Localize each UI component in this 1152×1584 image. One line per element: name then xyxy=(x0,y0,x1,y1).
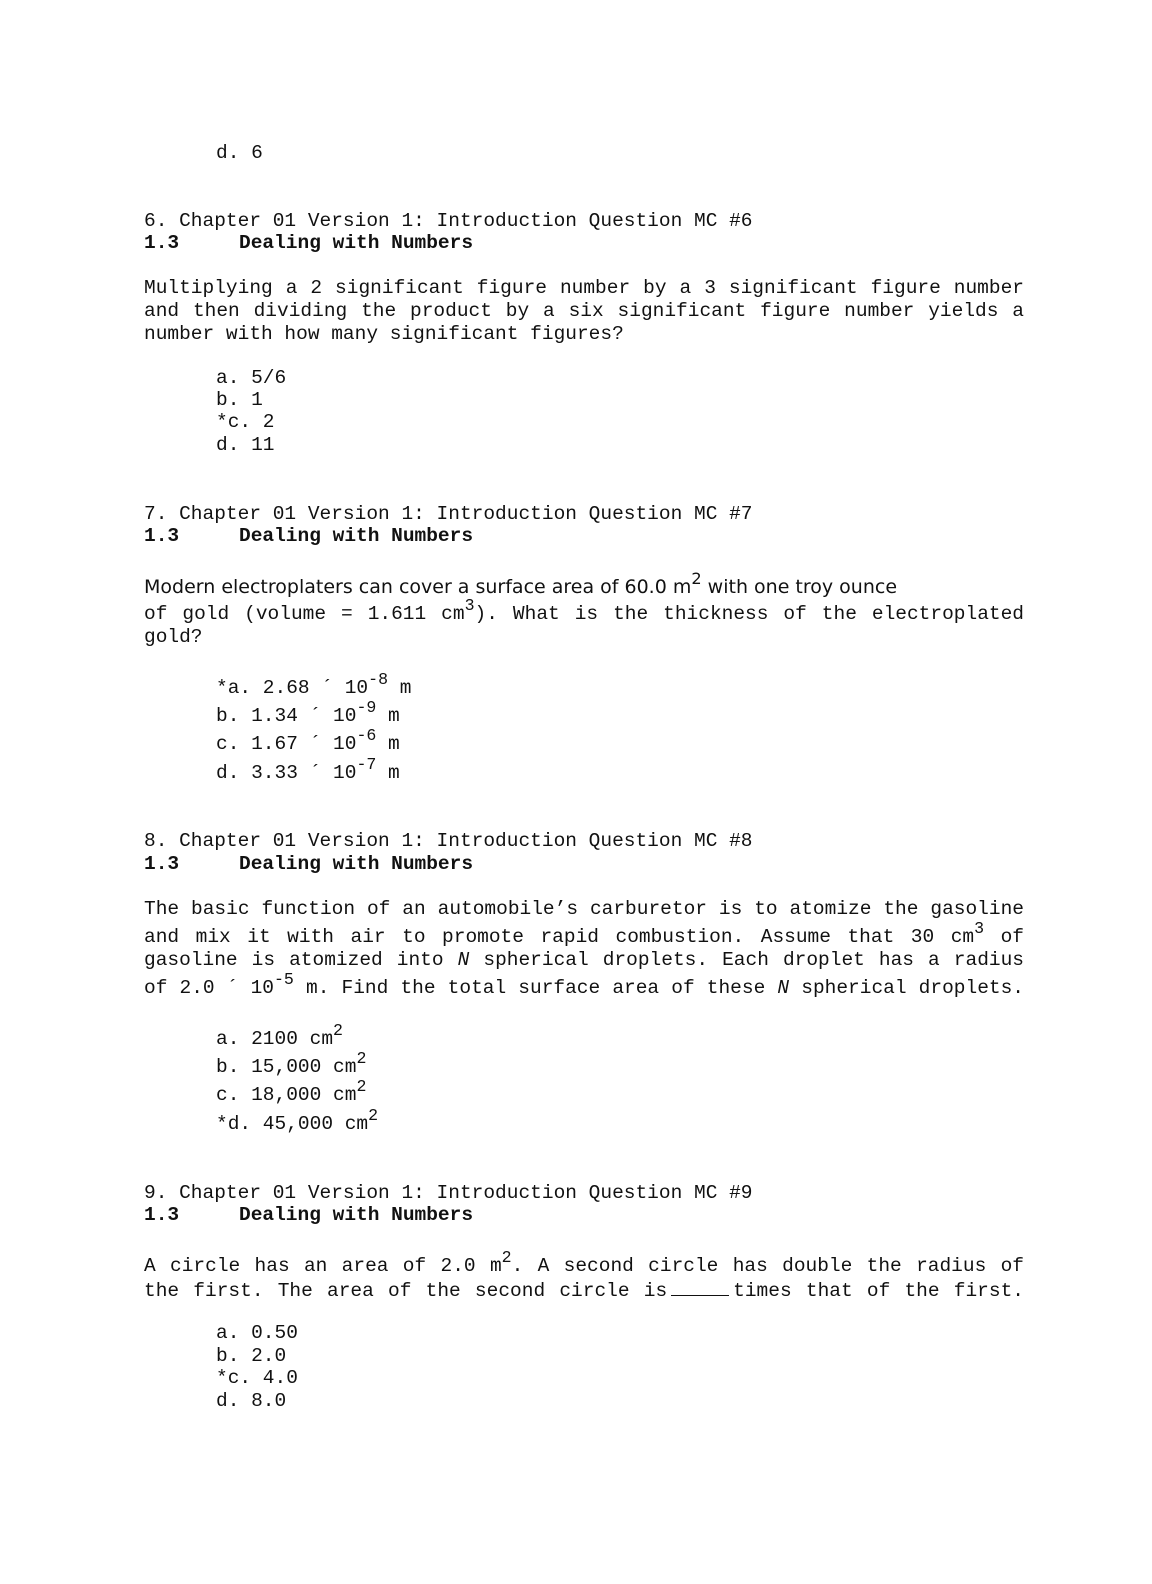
section-title: Dealing with Numbers xyxy=(239,232,474,254)
answer-option: d. 3.33 ´ $10^{-7}$ m xyxy=(216,754,400,784)
section-heading xyxy=(144,525,1024,547)
question-text-line: and then dividing the product by a six significant figure number yields a xyxy=(144,300,1024,322)
answer-option: c. 1.67 ´ $10^{-6}$ m xyxy=(216,725,400,755)
answer-option-correct: *a. 2.68 ´ $10^{-8}$ m xyxy=(216,669,412,699)
question-text-line: A circle has an area of 2.0 $m^2$. A second circle has double the radius of xyxy=(144,1247,1024,1277)
answer-option: b. 1 xyxy=(216,389,263,411)
question-text-line: gold? xyxy=(144,626,203,648)
question-text-line: the first. The area of the second circle is times that of the first. xyxy=(144,1277,1024,1302)
answer-blank xyxy=(671,1277,729,1296)
answer-option: a. 5/6 xyxy=(216,367,287,389)
question-text-line: and mix it with air to promote rapid combustion. Assume that 30 $cm^3$ of xyxy=(144,918,1024,948)
question-text-line: gasoline is atomized into N spherical droplets. Each droplet has a radius xyxy=(144,949,1025,971)
section-heading xyxy=(144,853,1024,875)
question-header: 7. Chapter 01 Version 1: Introduction Question MC #7 xyxy=(144,503,753,525)
answer-option: a. 0.50 xyxy=(216,1322,298,1344)
question-text-line: Modern electroplaters can cover a surface area of 60.0 $m^2$ with one troy ounce xyxy=(144,569,898,598)
question-header: 6. Chapter 01 Version 1: Introduction Question MC #6 xyxy=(144,210,753,232)
question-text-line: Multiplying a 2 significant figure number by a 3 significant figure number xyxy=(144,277,1024,299)
answer-option-correct: *c. 4.0 xyxy=(216,1367,298,1389)
section-number: 1.3 xyxy=(144,525,180,547)
question-text-line: of gold (volume = 1.611 $cm^3$). What is the thickness of the electroplated xyxy=(144,595,1025,625)
section-title: Dealing with Numbers xyxy=(239,525,474,547)
answer-option: b. 1.34 ´ $10^{-9}$ m xyxy=(216,697,400,727)
section-number: 1.3 xyxy=(144,232,180,254)
section-title: Dealing with Numbers xyxy=(239,853,474,875)
answer-option: a. 2100 $cm^2$ xyxy=(216,1020,343,1050)
question-header: 9. Chapter 01 Version 1: Introduction Question MC #9 xyxy=(144,1182,753,1204)
section-number: 1.3 xyxy=(144,853,180,875)
answer-option: d. 8.0 xyxy=(216,1390,287,1412)
section-heading xyxy=(144,1204,1024,1226)
answer-option: d. 6 xyxy=(216,142,263,164)
answer-option: d. 11 xyxy=(216,434,275,456)
answer-option: c. 18,000 $cm^2$ xyxy=(216,1076,367,1106)
answer-option: b. 15,000 $cm^2$ xyxy=(216,1048,367,1078)
question-text-line: number with how many significant figures? xyxy=(144,323,624,345)
answer-option: b. 2.0 xyxy=(216,1345,287,1367)
section-number: 1.3 xyxy=(144,1204,180,1226)
section-heading xyxy=(144,232,1024,254)
answer-option-correct: *d. 45,000 $cm^2$ xyxy=(216,1105,379,1135)
answer-option-correct: *c. 2 xyxy=(216,411,275,433)
question-text-line: of 2.0 ´ $10^{-5}$ m. Find the total surface area of these N spherical droplets. xyxy=(144,969,1024,999)
section-title: Dealing with Numbers xyxy=(239,1204,474,1226)
question-header: 8. Chapter 01 Version 1: Introduction Question MC #8 xyxy=(144,830,753,852)
question-text-line: The basic function of an automobile’s carburetor is to atomize the gasoline xyxy=(144,898,1024,920)
